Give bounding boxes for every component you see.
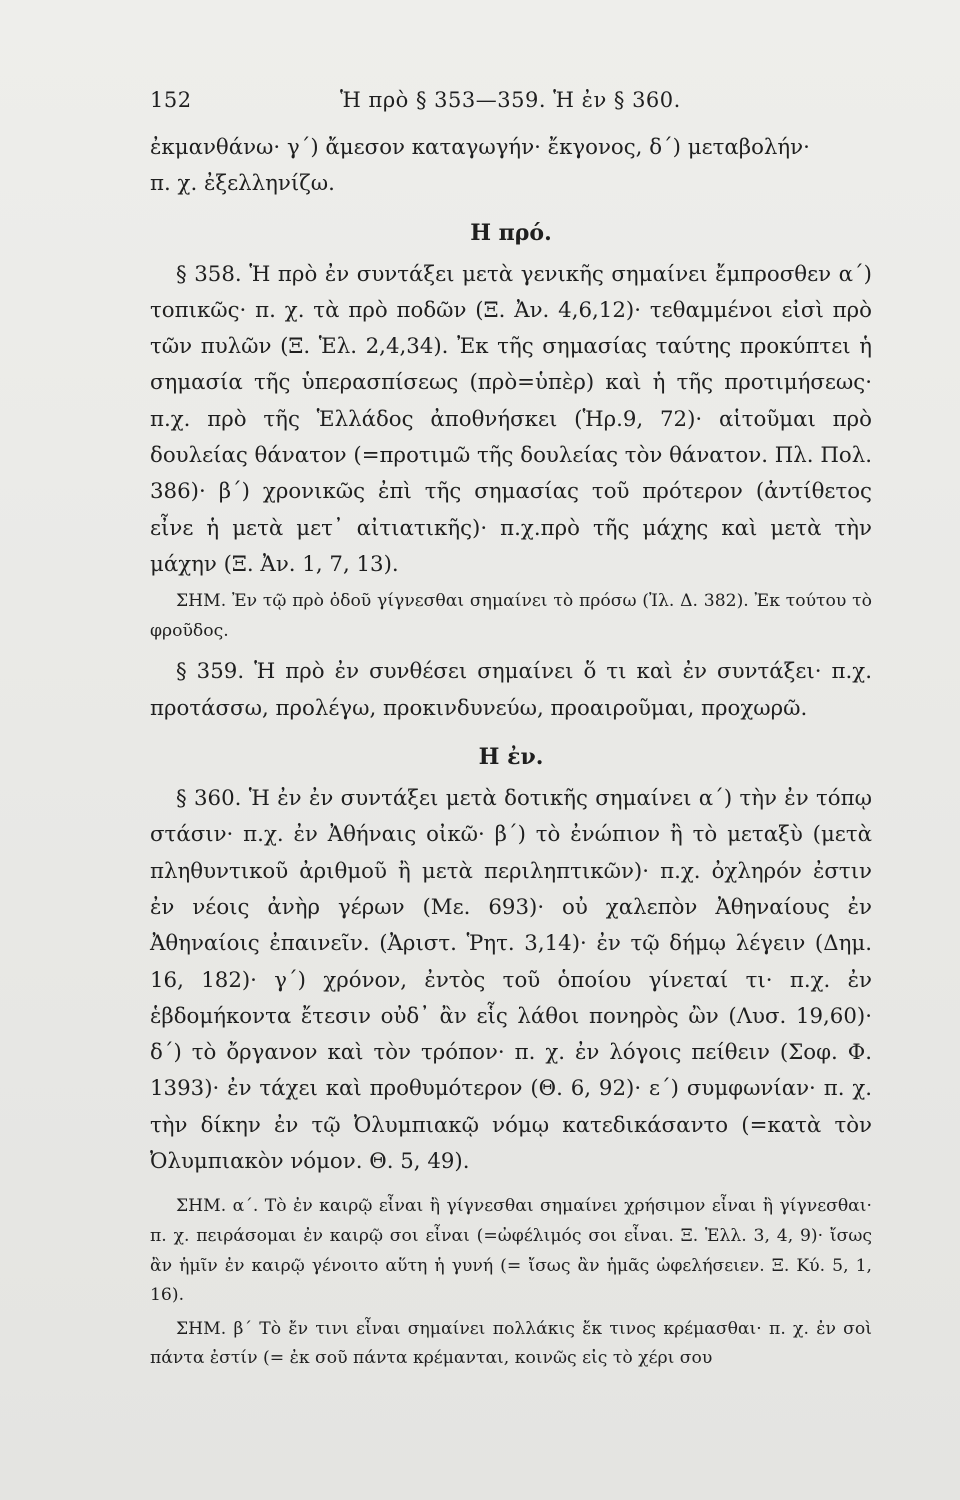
section-heading-pro: Η πρό. <box>470 219 552 246</box>
intro-line: π. χ. ἐξελληνίζω. <box>150 171 335 197</box>
note-b-360: ΣΗΜ. β΄ Τὸ ἔν τινι εἶναι σημαίνει πολλάκις ἔκ τινος κρέμασθαι· π. χ. ἐν σοὶ πάντα ἐστίν (= ἐκ σοῦ πάντα κρέμανται, κοινῶς εἰς τὸ χέρι σου <box>150 1318 872 1369</box>
running-title: Ἡ πρὸ § 353—359. Ἡ ἐν § 360. <box>340 88 681 112</box>
paragraph-359: § 359. Ἡ πρὸ ἐν συνθέσει σημαίνει ὅ τι καὶ ἐν συντάξει· π.χ. προτάσσω, προλέγω, προκινδυνεύω, προαιροῦμαι, προχωρῶ. <box>150 659 872 721</box>
paragraph-360: § 360. Ἡ ἐν ἐν συντάξει μετὰ δοτικῆς σημαίνει α΄) τὴν ἐν τόπῳ στάσιν· π.χ. ἐν Ἀθήναις οἰκῶ· β΄) τὸ ἐνώπιον ἢ τὸ μεταξὺ (μετὰ πληθυντικοῦ ἀριθμοῦ ἢ μετὰ περιληπτικῶν)· π.χ. ὀχληρόν ἐστιν ἐν νέοις ἀνὴρ γέρων (Με. 693)· οὐ χαλεπὸν Ἀθηναίους ἐν Ἀθηναίοις ἐπαινεῖν. (Ἀριστ. Ῥητ. 3,14)· ἐν τῷ δήμῳ λέγειν (Δημ. 16, 182)· γ΄) χρόνον, ἐντὸς τοῦ ὁποίου γίνεταί τι· π.χ. ἐν ἑβδομήκοντα ἔτεσιν οὐδ᾽ ἂν εἷς λάθοι πονηρὸς ὢν (Λυσ. 19,60)· δ΄) τὸ ὄργανον καὶ τὸν τρόπον· π. χ. ἐν λόγοις πείθειν (Σοφ. Φ. 1393)· ἐν τάχει καὶ προθυμότερον (Θ. 6, 92)· ε΄) συμφωνίαν· π. χ. τὴν δίκην ἐν τῷ Ὀλυμπιακῷ νόμῳ κατεδικάσαντο (=κατὰ τὸν Ὀλυμπιακὸν νόμον. Θ. 5, 49). <box>150 786 872 1175</box>
intro-line: ἐκμανθάνω· γ΄) ἄμεσον καταγωγήν· ἔκγονος, δ΄) μεταβολήν· <box>150 135 810 160</box>
section-heading-en: Η ἐν. <box>478 744 544 771</box>
note-a-360: ΣΗΜ. α΄. Τὸ ἐν καιρῷ εἶναι ἢ γίγνεσθαι σημαίνει χρήσιμον εἶναι ἢ γίγνεσθαι· π. χ. πειράσομαι ἐν καιρῷ σοι εἶναι (=ὠφέλιμός σοι εἶναι. Ξ. Ἑλλ. 3, 4, 9)· ἴσως ἂν ἡμῖν ἐν καιρῷ γένοιτο αὕτη ἡ γυνή (= ἴσως ἂν ἡμᾶς ὠφελήσειεν. Ξ. Κύ. 5, 1, 16). <box>150 1196 872 1306</box>
page-number: 152 <box>150 88 192 112</box>
note-358: ΣΗΜ. Ἐν τῷ πρὸ ὁδοῦ γίγνεσθαι σημαίνει τὸ πρόσω (Ἰλ. Δ. 382). Ἐκ τούτου τὸ φροῦδος. <box>150 591 872 641</box>
paragraph-358: § 358. Ἡ πρὸ ἐν συντάξει μετὰ γενικῆς σημαίνει ἔμπροσθεν α΄) τοπικῶς· π. χ. τὰ πρὸ ποδῶν (Ξ. Ἀν. 4,6,12)· τεθαμμένοι εἰσὶ πρὸ τῶν πυλῶν (Ξ. Ἑλ. 2,4,34). Ἐκ τῆς σημασίας ταύτης προκύπτει ἡ σημασία τῆς ὑπερασπίσεως (πρὸ=ὑπὲρ) καὶ ἡ τῆς προτιμήσεως· π.χ. πρὸ τῆς Ἑλλάδος ἀποθνήσκει (Ἡρ.9, 72)· αἱτοῦμαι πρὸ δουλείας θάνατον (=προτιμῶ τῆς δουλείας τὸν θάνατον. Πλ. Πολ. 386)· β΄) χρονικῶς ἐπὶ τῆς σημασίας τοῦ πρότερον (ἀντίθετος εἶνε ἡ μετὰ μετ᾽ αἰτιατικῆς)· π.χ.πρὸ τῆς μάχης καὶ μετὰ τὴν μάχην (Ξ. Ἀν. 1, 7, 13). <box>150 261 873 577</box>
page-body <box>150 130 872 1374</box>
